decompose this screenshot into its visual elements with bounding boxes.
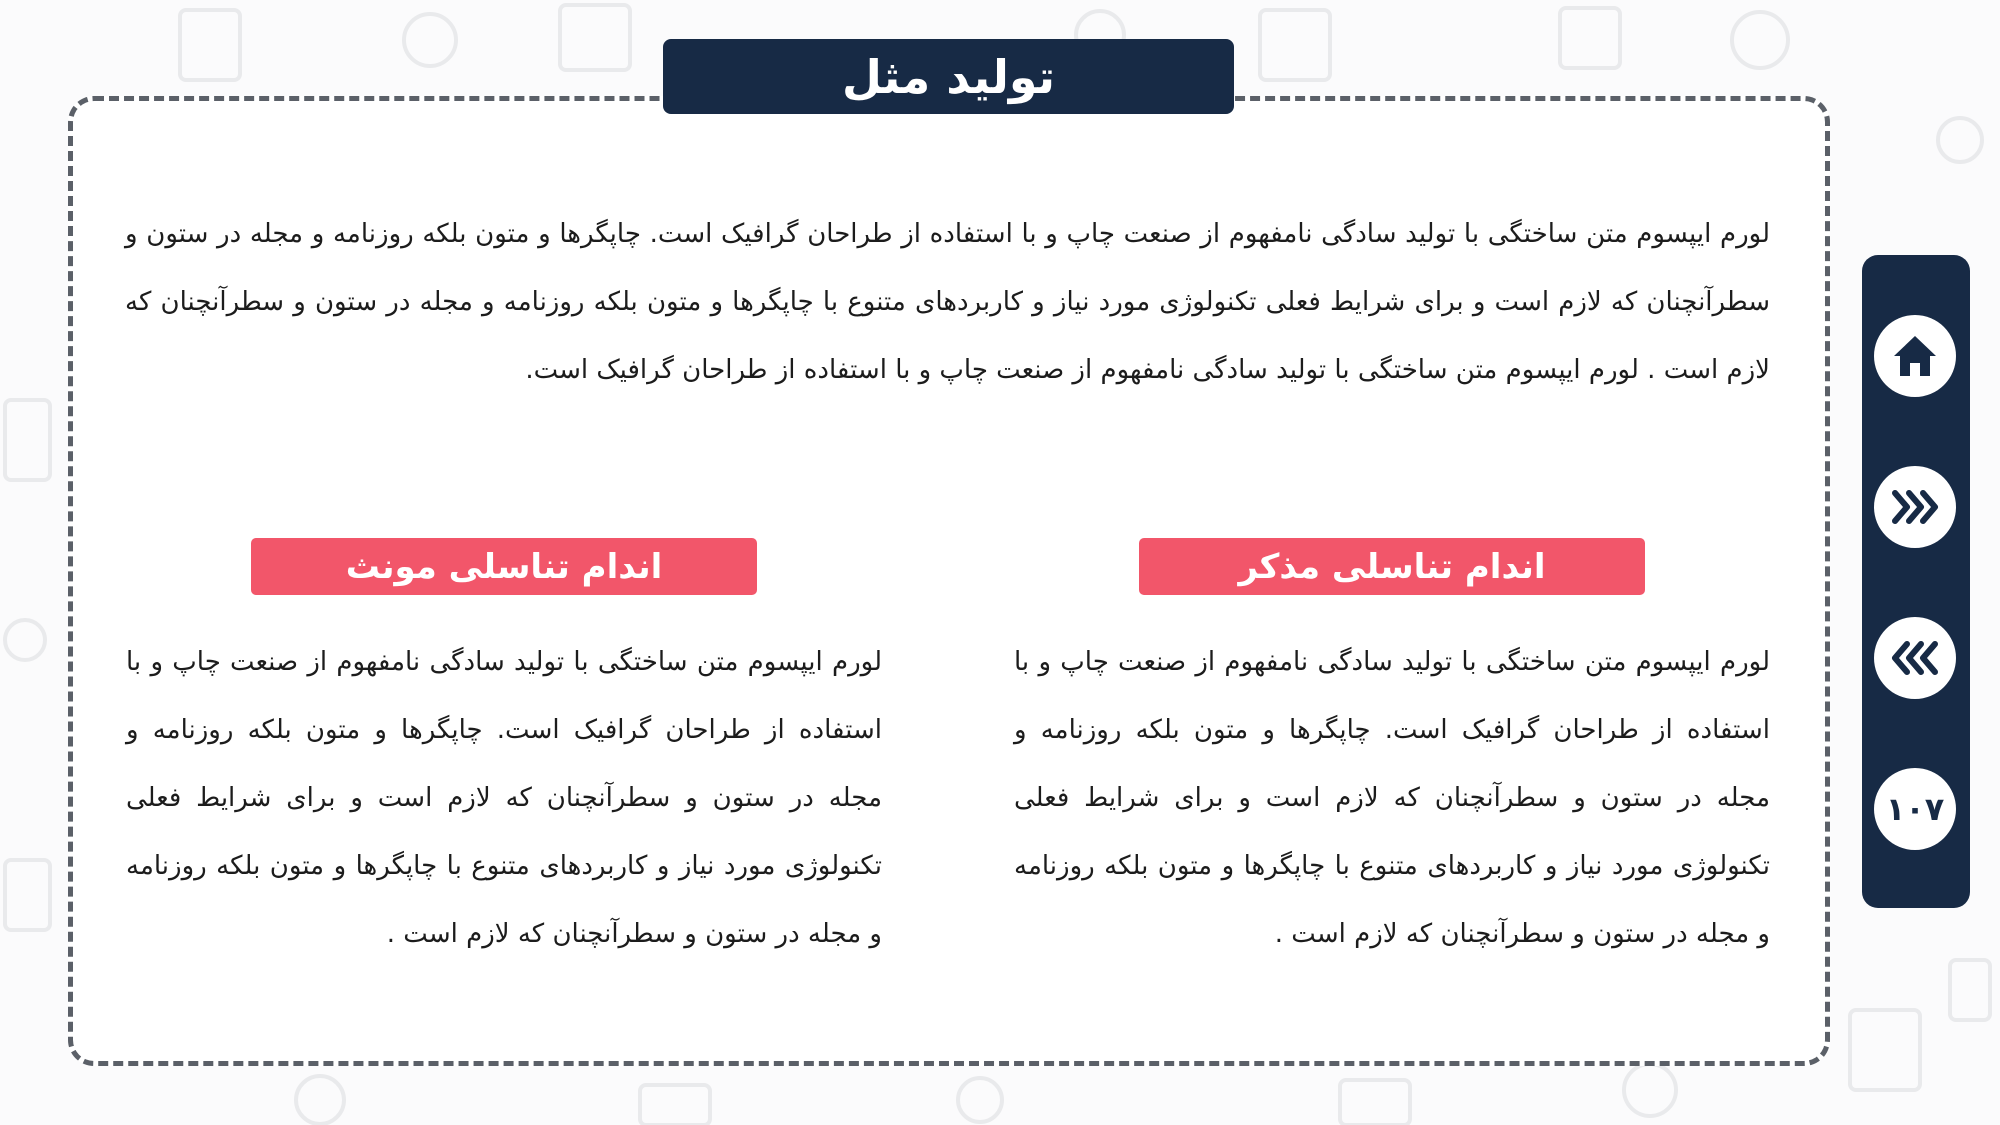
male-section-text: لورم ایپسوم متن ساختگی با تولید سادگی نامفهوم از صنعت چاپ و با استفاده از طراحان گرافیک است. چاپگرها و متون بلکه روزنامه و مجله در ستون و سطرآنچنان که لازم است و برای شرایط فعلی تکنولوژی مورد نیاز و کاربردهای متنوع با چاپگرها و متون بلکه روزنامه و مجله در ستون و سطرآنچنان که لازم است . [1014, 647, 1770, 949]
page-number: ۱۰۷ [1885, 790, 1945, 828]
triple-chevron-left-icon [1889, 638, 1941, 678]
female-section-heading: اندام تناسلی مونث [251, 538, 757, 595]
home-button[interactable] [1874, 315, 1956, 397]
female-section-text: لورم ایپسوم متن ساختگی با تولید سادگی نامفهوم از صنعت چاپ و با استفاده از طراحان گرافیک است. چاپگرها و متون بلکه روزنامه و مجله در ستون و سطرآنچنان که لازم است و برای شرایط فعلی تکنولوژی مورد نیاز و کاربردهای متنوع با چاپگرها و متون بلکه روزنامه و مجله در ستون و سطرآنچنان که لازم است . [126, 647, 882, 949]
intro-paragraph: لورم ایپسوم متن ساختگی با تولید سادگی نامفهوم از صنعت چاپ و با استفاده از طراحان گرافیک است. چاپگرها و متون بلکه روزنامه و مجله در ستون و سطرآنچنان که لازم است و برای شرایط فعلی تکنولوژی مورد نیاز و کاربردهای متنوع با چاپگرها و متون بلکه روزنامه و مجله در ستون و سطرآنچنان که لازم است . لورم ایپسوم متن ساختگی با تولید سادگی نامفهوم از صنعت چاپ و با استفاده از طراحان گرافیک است. [125, 219, 1770, 385]
triple-chevron-right-icon [1889, 487, 1941, 527]
previous-page-button[interactable] [1874, 617, 1956, 699]
home-icon [1890, 332, 1940, 380]
page-title: تولید مثل [663, 39, 1234, 114]
male-section-heading: اندام تناسلی مذکر [1139, 538, 1645, 595]
page-number-badge [1874, 768, 1956, 850]
next-page-button[interactable] [1874, 466, 1956, 548]
